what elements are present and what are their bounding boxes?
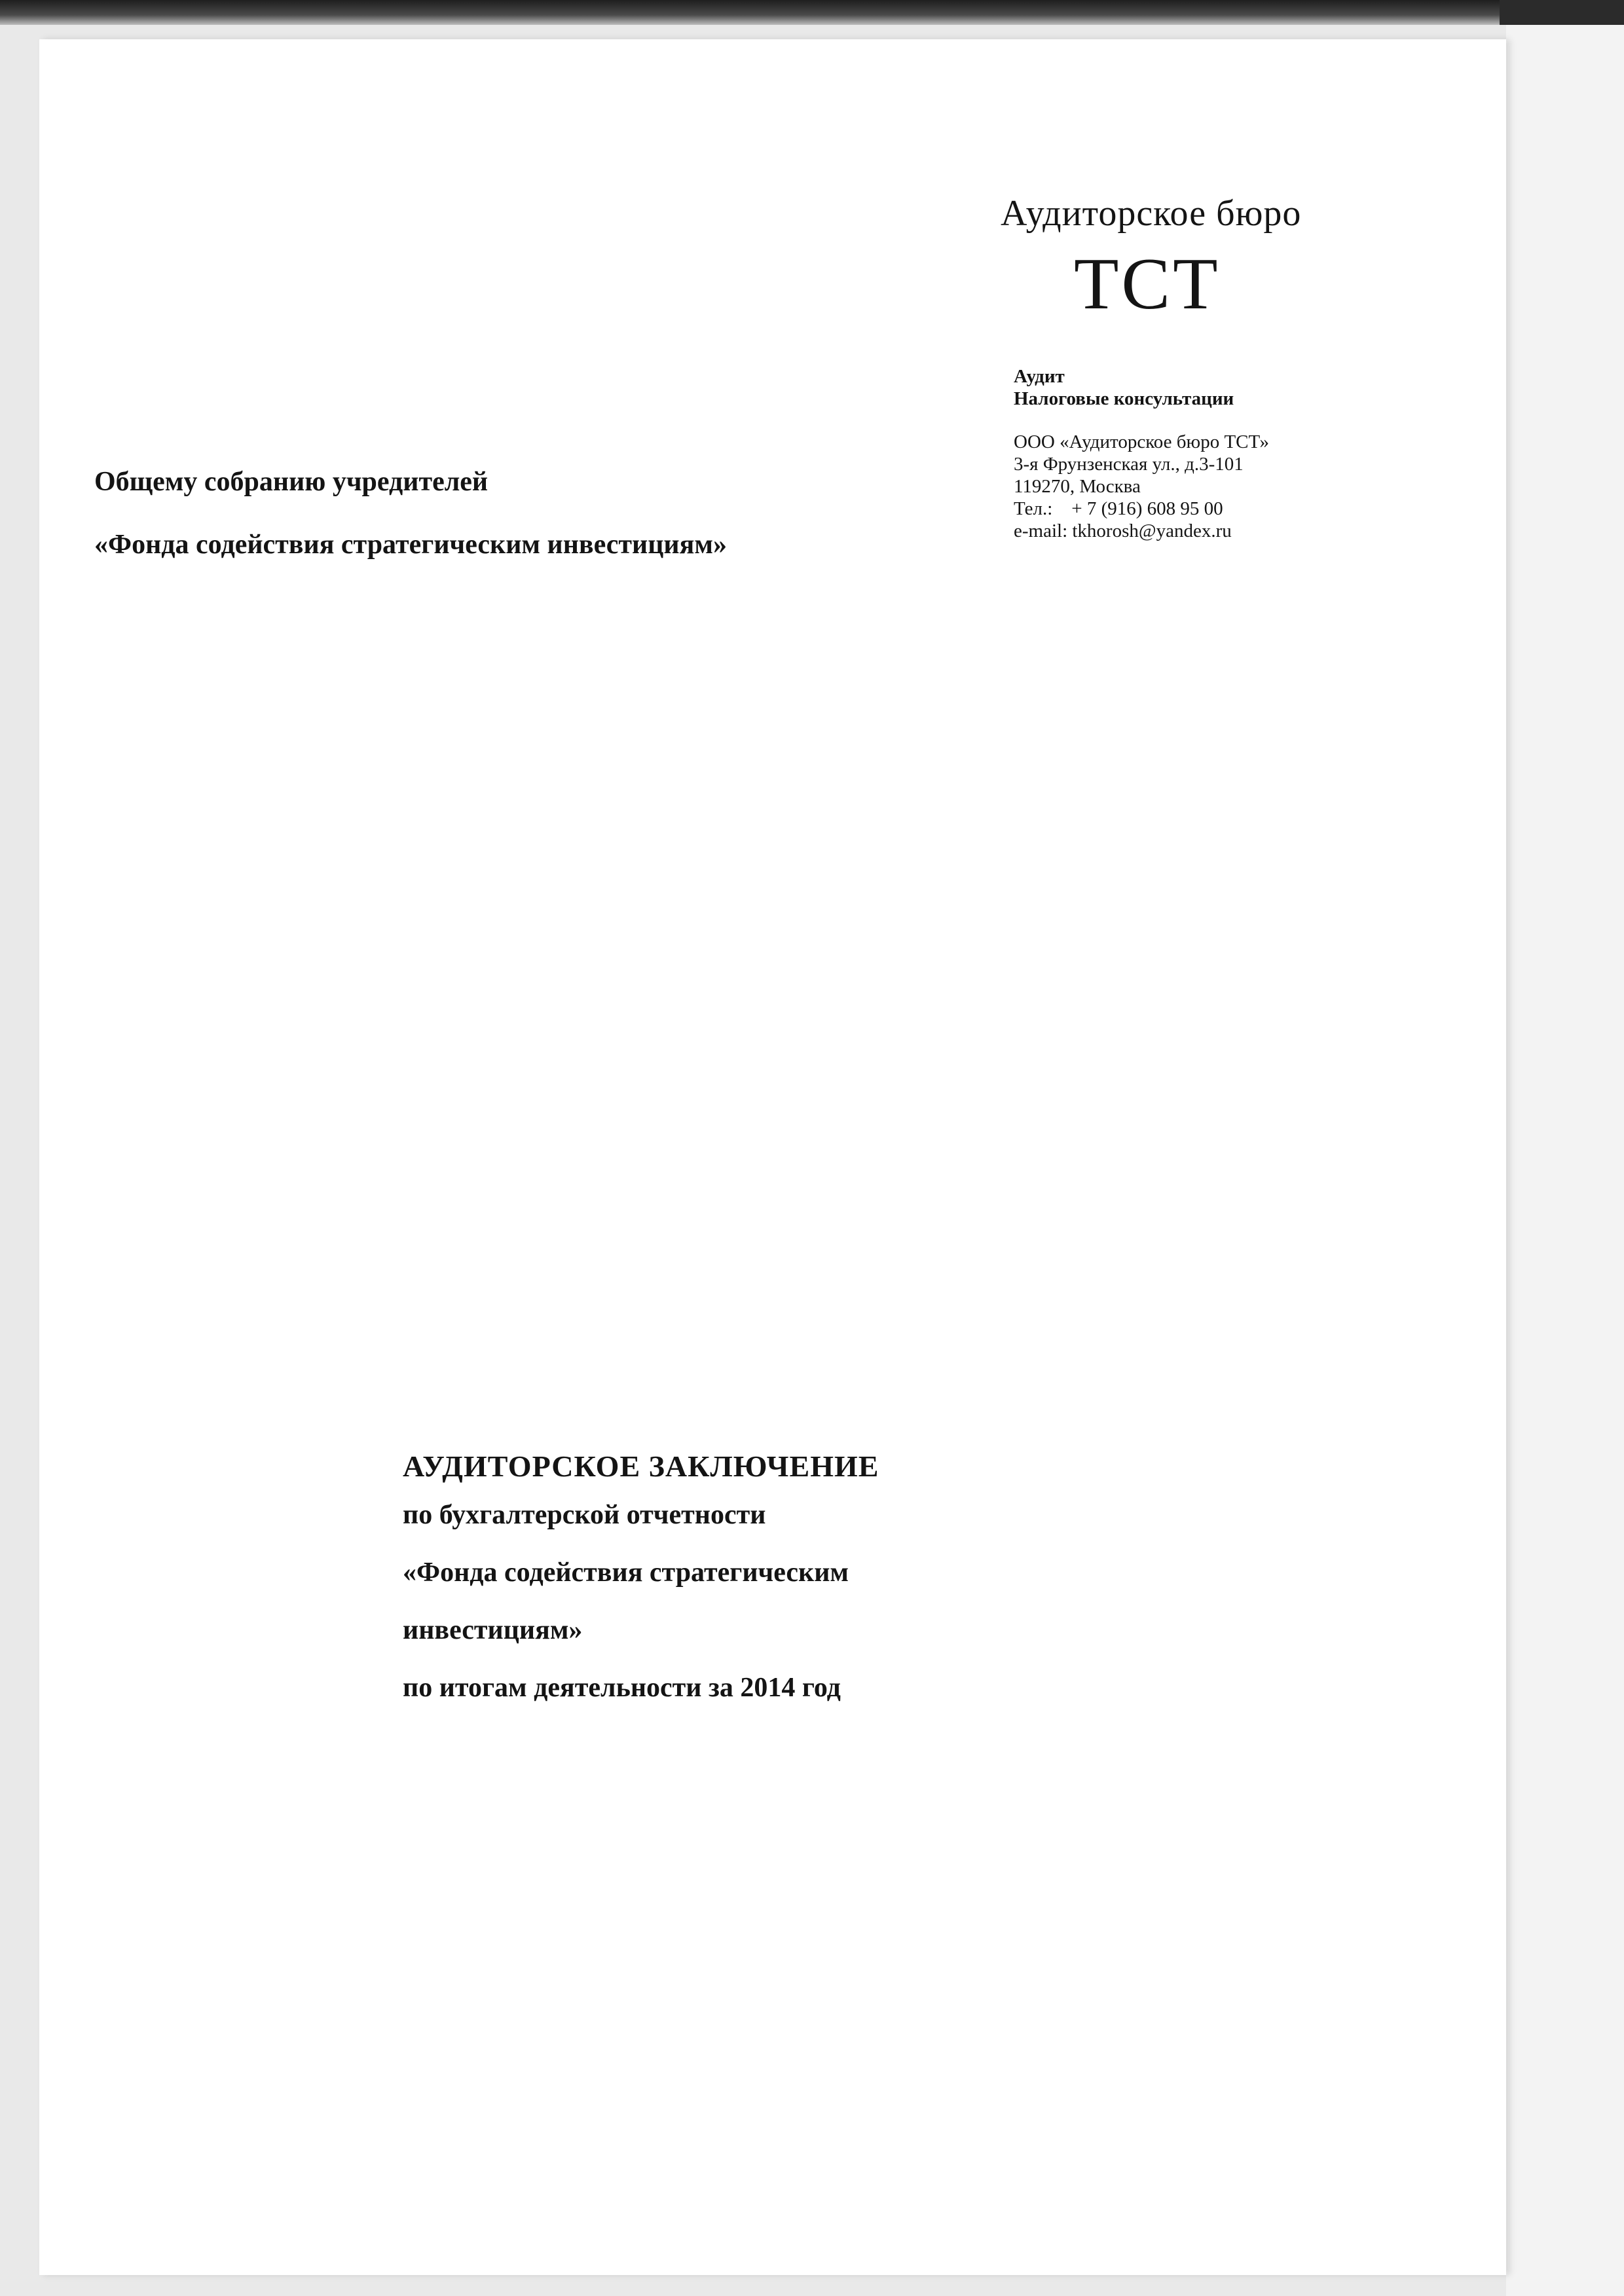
page-strip-right [1506,25,1624,2296]
report-title-block [403,1447,879,1717]
report-subtitle-line-3: инвестициям» [403,1615,583,1645]
addressee-line-2: «Фонда содействия стратегическим инвестициям» [94,530,727,560]
service-tax-consulting: Налоговые консультации [1014,388,1234,409]
service-audit: Аудит [1014,366,1065,387]
report-title: АУДИТОРСКОЕ ЗАКЛЮЧЕНИЕ [403,1449,879,1483]
firm-services [1014,365,1234,410]
addressee-line-1: Общему собранию учредителей [94,467,489,497]
company-name: ООО «Аудиторское бюро ТСТ» [1014,431,1269,452]
report-subtitle-line-1: по бухгалтерской отчетности [403,1500,766,1530]
scanner-edge-top [0,0,1624,25]
report-subtitle-line-2: «Фонда содействия стратегическим [403,1558,849,1588]
company-email: e-mail: tkhorosh@yandex.ru [1014,520,1232,541]
firm-contacts [1014,431,1269,542]
firm-abbreviation: ТСТ [1074,244,1221,325]
company-city: 119270, Москва [1014,476,1141,497]
company-phone: Тел.: + 7 (916) 608 95 00 [1014,498,1223,519]
addressee-block [94,450,727,576]
document-page [39,39,1506,2275]
firm-name: Аудиторское бюро [1001,193,1302,234]
report-subtitle-line-4: по итогам деятельности за 2014 год [403,1673,841,1703]
company-street: 3-я Фрунзенская ул., д.3-101 [1014,454,1244,475]
scanner-edge-corner [1500,0,1624,25]
